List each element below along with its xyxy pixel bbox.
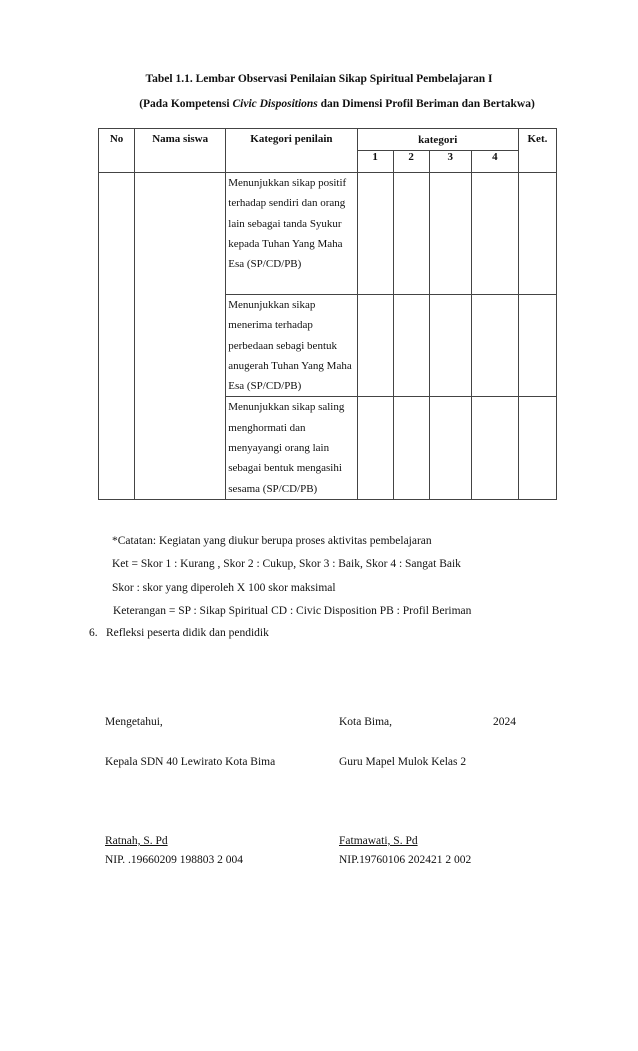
note-ket-skor: Ket = Skor 1 : Kurang , Skor 2 : Cukup, Skor 3 : Baik, Skor 4 : Sangat Baik xyxy=(112,558,461,571)
ket-cell xyxy=(518,295,556,397)
subtitle-suffix: dan Dimensi Profil Beriman dan Bertakwa) xyxy=(317,98,535,110)
score-header-2: 2 xyxy=(393,151,429,173)
signature-left-name: Ratnah, S. Pd xyxy=(105,835,168,847)
score-cell xyxy=(393,173,429,295)
score-cell xyxy=(393,295,429,397)
header-ket: Ket. xyxy=(518,129,556,173)
score-cell xyxy=(357,397,393,499)
ket-cell xyxy=(518,397,556,499)
signature-left-nip: NIP. .19660209 198803 2 004 xyxy=(105,854,244,866)
table-row xyxy=(99,173,557,295)
table-title: Tabel 1.1. Lembar Observasi Penilaian Sikap Spiritual Pembelajaran I xyxy=(145,73,493,85)
score-header-1: 1 xyxy=(357,151,393,173)
reflection-number: 6. xyxy=(89,627,98,639)
cell-nama-siswa xyxy=(135,173,226,500)
header-kategori-penilaian: Kategori penilain xyxy=(226,129,357,173)
score-cell xyxy=(429,173,471,295)
table-subtitle xyxy=(0,98,638,110)
score-cell xyxy=(429,295,471,397)
score-cell xyxy=(471,173,518,295)
header-nama-siswa: Nama siswa xyxy=(135,129,226,173)
subtitle-italic: Civic Dispositions xyxy=(232,98,318,110)
score-header-4: 4 xyxy=(471,151,518,173)
signature-right-year: 2024 xyxy=(493,716,516,728)
signature-right-place: Kota Bima, xyxy=(339,716,393,728)
header-no: No xyxy=(99,129,135,173)
cell-no xyxy=(99,173,135,500)
header-kategori: kategori xyxy=(357,129,518,151)
note-catatan: *Catatan: Kegiatan yang diukur berupa proses aktivitas pembelajaran xyxy=(112,535,432,547)
criterion-cell: Menunjukkan sikap positif terhadap sendiri dan orang lain sebagai tanda Syukur kepada Tuhan Yang Maha Esa (SP/CD/PB) xyxy=(226,173,357,295)
reflection-text: Refleksi peserta didik dan pendidik xyxy=(106,627,269,639)
score-cell xyxy=(471,295,518,397)
signature-right-role: Guru Mapel Mulok Kelas 2 xyxy=(339,756,467,768)
signature-right-nip: NIP.19760106 202421 2 002 xyxy=(339,854,472,866)
signature-left-acknowledge: Mengetahui, xyxy=(105,716,163,728)
notes-block xyxy=(112,530,471,623)
note-skor-formula: Skor : skor yang diperoleh X 100 skor maksimal xyxy=(112,581,336,594)
score-cell xyxy=(393,397,429,499)
note-keterangan: Keterangan = SP : Sikap Spiritual CD : Civic Disposition PB : Profil Beriman xyxy=(113,604,472,617)
score-cell xyxy=(357,173,393,295)
score-cell xyxy=(471,397,518,499)
observation-table xyxy=(98,128,557,500)
signature-left-role: Kepala SDN 40 Lewirato Kota Bima xyxy=(105,756,276,768)
criterion-cell: Menunjukkan sikap saling menghormati dan menyayangi orang lain sebagai bentuk mengasihi sesama (SP/CD/PB) xyxy=(226,397,357,499)
score-cell xyxy=(357,295,393,397)
signature-right-name: Fatmawati, S. Pd xyxy=(339,835,418,847)
table-header-row xyxy=(99,129,557,151)
reflection-item xyxy=(89,627,269,639)
criterion-cell: Menunjukkan sikap menerima terhadap perbedaan sebagi bentuk anugerah Tuhan Yang Maha Esa (SP/CD/PB) xyxy=(226,295,357,397)
score-header-3: 3 xyxy=(429,151,471,173)
subtitle-prefix: (Pada Kompetensi xyxy=(139,98,233,110)
ket-cell xyxy=(518,173,556,295)
score-cell xyxy=(429,397,471,499)
